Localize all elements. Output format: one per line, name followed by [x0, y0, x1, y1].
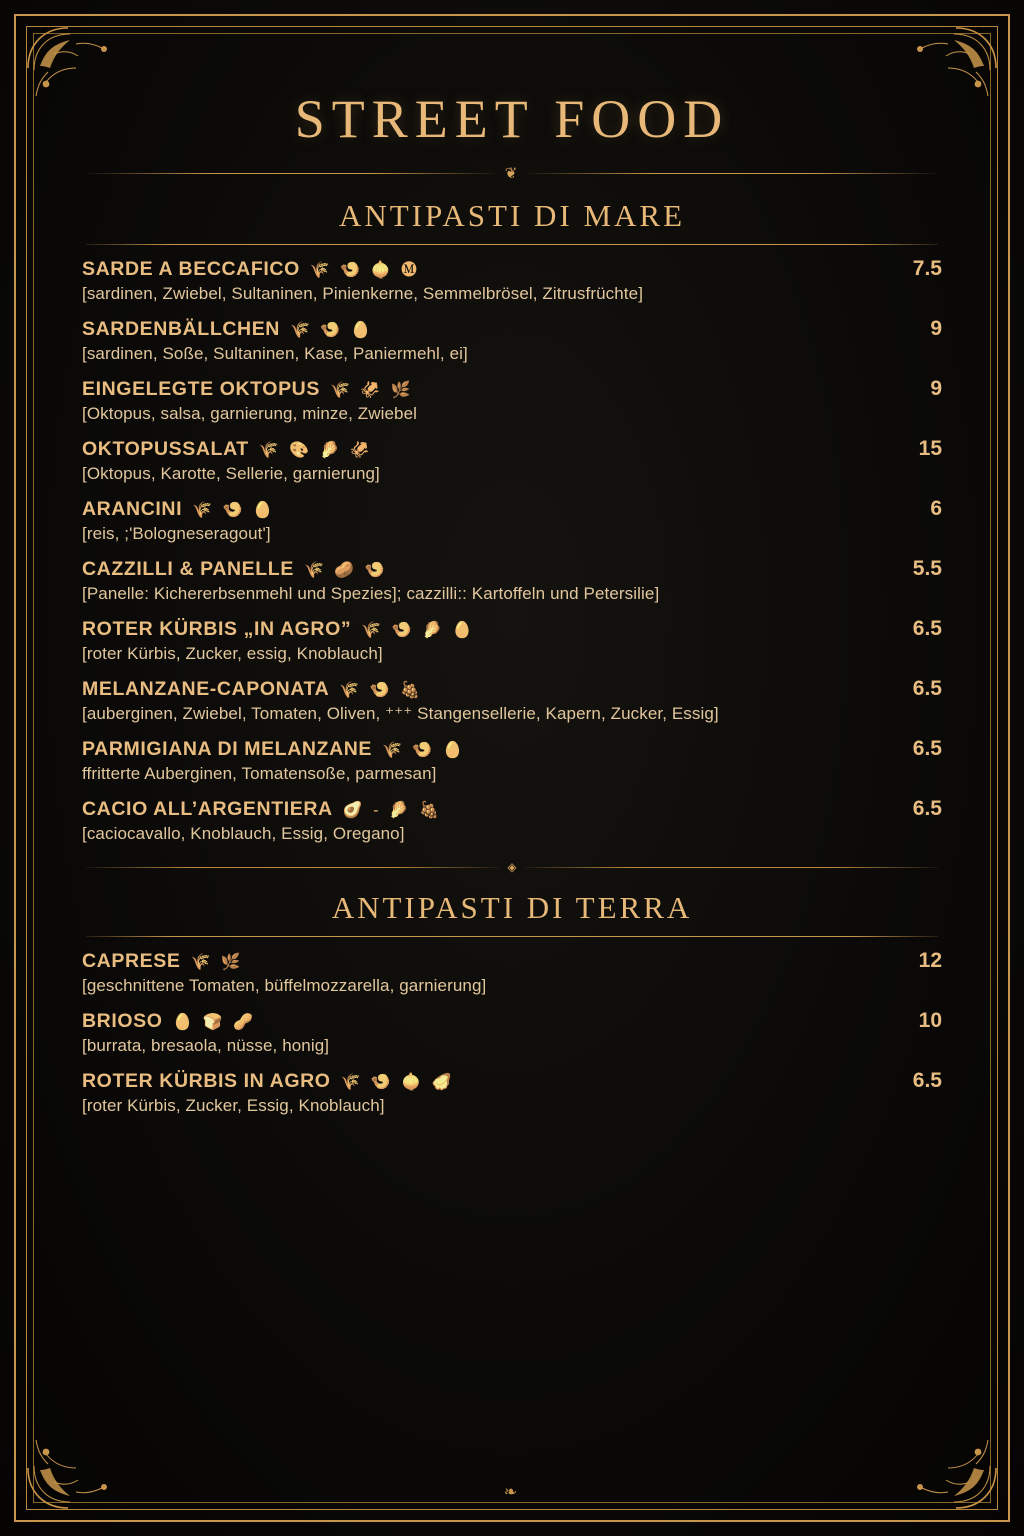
menu-item-price: 6.5 — [912, 737, 942, 760]
menu-item-description: [Oktopus, salsa, garnierung, minze, Zwiebel — [82, 404, 418, 423]
menu-item-header — [82, 677, 942, 701]
menu-item — [82, 949, 942, 996]
menu-item-name: CAPRESE — [82, 950, 181, 972]
allergen-icons: 🌾 🎨 🥬 🦑 — [258, 442, 373, 459]
menu-item — [82, 677, 942, 724]
separator-line-left — [86, 867, 499, 868]
menu-item — [82, 257, 942, 304]
menu-item — [82, 497, 942, 544]
menu-item-price: 12 — [918, 949, 942, 972]
allergen-icons: 🌾 🍤 🥚 — [289, 322, 374, 339]
allergen-icons: 🥑 - 🥬 🍇 — [342, 802, 443, 819]
menu-item-name: ROTER KÜRBIS „IN AGRO” — [82, 618, 352, 640]
menu-item — [82, 317, 942, 364]
menu-item-description: ffritterte Auberginen, Tomatensoße, parmesan] — [82, 764, 437, 783]
menu-item-header — [82, 797, 942, 821]
allergen-icons: 🌾 🍤 🧅 🦪 — [340, 1074, 455, 1091]
menu-item-name: ROTER KÜRBIS IN AGRO — [82, 1070, 331, 1092]
section-rule — [86, 936, 938, 937]
menu-item-header — [82, 617, 942, 641]
menu-item-name: BRIOSO — [82, 1010, 163, 1032]
section-heading-antipasti-di-mare: ANTIPASTI DI MARE — [338, 198, 686, 233]
menu-item-name: ARANCINI — [82, 498, 183, 520]
section-heading-antipasti-di-terra: ANTIPASTI DI TERRA — [331, 890, 693, 925]
menu-item — [82, 617, 942, 664]
menu-item-name: CAZZILLI & PANELLE — [82, 558, 294, 580]
menu-item-description: [burrata, bresaola, nüsse, honig] — [82, 1036, 330, 1055]
menu-item-description: [caciocavallo, Knoblauch, Essig, Oregano] — [82, 824, 405, 843]
menu-item-description: [geschnittene Tomaten, büffelmozzarella, garnierung] — [82, 976, 487, 995]
divider-line-left — [88, 173, 495, 174]
menu-item-description: [roter Kürbis, Zucker, Essig, Knoblauch] — [82, 1096, 385, 1115]
menu-item — [82, 797, 942, 844]
section-rule — [86, 244, 938, 245]
separator-line-right — [525, 867, 938, 868]
menu-content — [18, 18, 1006, 1518]
menu-item-name: OKTOPUSSALAT — [82, 438, 249, 460]
separator-ornament-icon: ◈ — [507, 860, 517, 874]
menu-item-description: [reis, ;'Bologneseragout'] — [82, 524, 271, 543]
menu-item-header — [82, 557, 942, 581]
footer-ornament-icon: ❧ — [503, 1484, 521, 1501]
menu-item-description: [roter Kürbis, Zucker, essig, Knoblauch] — [82, 644, 383, 663]
menu-item-name: CACIO ALL’ARGENTIERA — [82, 798, 333, 820]
menu-item-name: EINGELEGTE OKTOPUS — [82, 378, 320, 400]
menu-item — [82, 1069, 942, 1116]
menu-item-price: 10 — [918, 1009, 942, 1032]
menu-item-header — [82, 377, 942, 401]
allergen-icons: 🌾 🍤 🥬 🥚 — [361, 622, 476, 639]
menu-item-name: SARDE A BECCAFICO — [82, 258, 300, 280]
menu-item-description: [Oktopus, Karotte, Sellerie, garnierung] — [82, 464, 380, 483]
menu-item-price: 6.5 — [912, 1069, 942, 1092]
menu-item-price: 6.5 — [912, 797, 942, 820]
menu-item-header — [82, 257, 942, 281]
menu-item-description: [Panelle: Kichererbsenmehl und Spezies]; cazzilli:: Kartoffeln und Petersilie] — [82, 584, 660, 603]
menu-item-description: [auberginen, Zwiebel, Tomaten, Oliven, ⁺⁺⁺ Stangensellerie, Kapern, Zucker, Essig] — [82, 704, 719, 723]
menu-item-header — [82, 497, 942, 521]
menu-item-price: 6.5 — [912, 617, 942, 640]
menu-item-price: 5.5 — [912, 557, 942, 580]
menu-item-name: SARDENBÄLLCHEN — [82, 318, 280, 340]
allergen-icons: 🌾 🍤 🧅 🅜 — [309, 262, 420, 279]
menu-item-header — [82, 1069, 942, 1093]
divider-ornament-icon: ❦ — [504, 165, 520, 182]
allergen-icons: 🌾 🍤 🍇 — [339, 682, 423, 699]
menu-item-price: 7.5 — [912, 257, 942, 280]
header-divider — [88, 164, 936, 182]
menu-item-header — [82, 737, 942, 761]
menu-item — [82, 1009, 942, 1056]
menu-item-price: 15 — [918, 437, 942, 460]
menu-item-price: 6.5 — [912, 677, 942, 700]
menu-item-header — [82, 437, 942, 461]
menu-item-price: 9 — [930, 317, 942, 340]
allergen-icons: 🥚 🍞 🥜 — [172, 1014, 257, 1031]
menu-item-price: 6 — [930, 497, 942, 520]
menu-item-name: MELANZANE-CAPONATA — [82, 678, 330, 700]
section-separator — [86, 860, 938, 874]
menu-item-header — [82, 317, 942, 341]
page-title: STREET FOOD — [294, 89, 730, 149]
menu-item-description: [sardinen, Zwiebel, Sultaninen, Pinienkerne, Semmelbrösel, Zitrusfrüchte] — [82, 284, 644, 303]
allergen-icons: 🌾 🌿 — [190, 954, 244, 971]
menu-item-price: 9 — [930, 377, 942, 400]
menu-item-header — [82, 949, 942, 973]
menu-item-name: PARMIGIANA DI MELANZANE — [82, 738, 373, 760]
menu-item-description: [sardinen, Soße, Sultaninen, Kase, Paniermehl, ei] — [82, 344, 468, 363]
allergen-icons: 🌾 🥔 🍤 — [303, 562, 388, 579]
allergen-icons: 🌾 🦑 🌿 — [329, 382, 414, 399]
menu-item — [82, 737, 942, 784]
allergen-icons: 🌾 🍤 🥚 — [192, 502, 276, 519]
divider-line-right — [529, 173, 936, 174]
menu-item-header — [82, 1009, 942, 1033]
menu-item — [82, 557, 942, 604]
menu-item — [82, 377, 942, 424]
allergen-icons: 🌾 🍤 🥚 — [382, 742, 466, 759]
menu-item — [82, 437, 942, 484]
